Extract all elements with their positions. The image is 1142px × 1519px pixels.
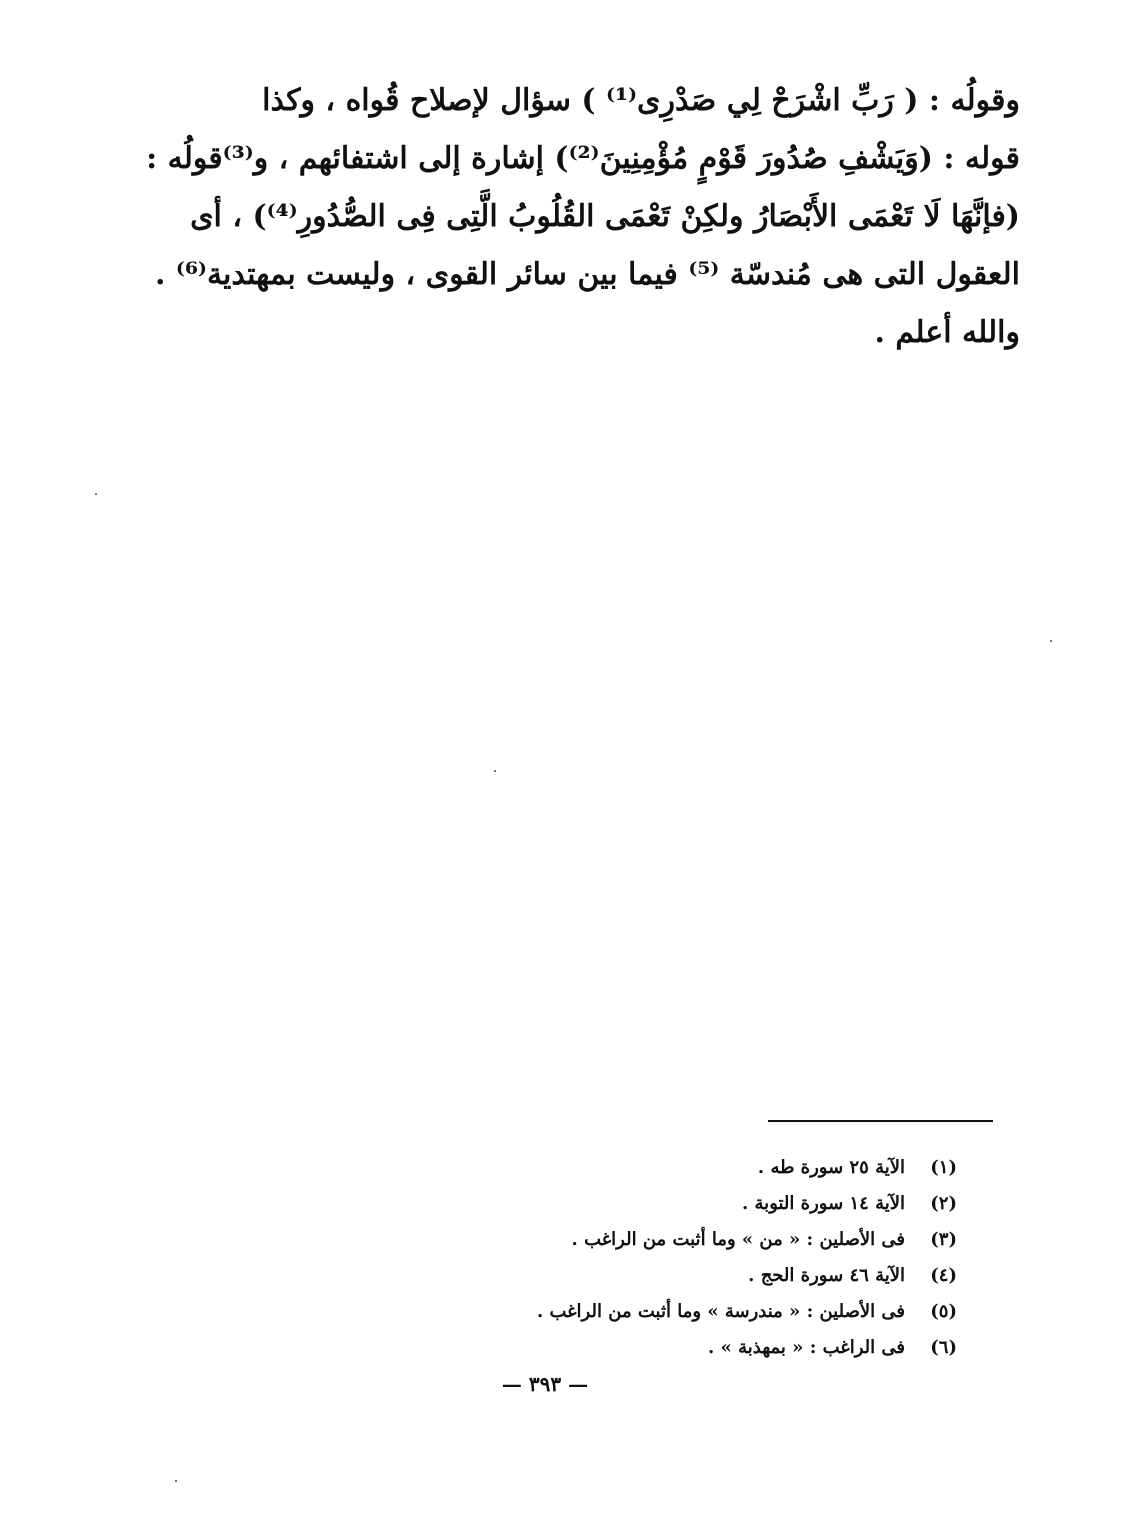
paragraph: [140, 72, 1020, 362]
footnote-text: الآية ٤٦ سورة الحج .: [748, 1265, 905, 1286]
footnotes-list: [397, 1150, 957, 1366]
main-text-block: [140, 72, 1020, 362]
scan-speck: [175, 1480, 177, 1482]
footnote-text: فى الأصلين : « من » وما أثبت من الراغب .: [571, 1229, 905, 1250]
footnote-text: الآية ١٤ سورة التوبة .: [742, 1193, 905, 1214]
text-line: وقولُه : ( رَبِّ اشْرَحْ لِي صَدْرِى⁽¹⁾ ) سؤال لإصلاح قُواه ، وكذا: [262, 83, 1020, 118]
footnote-item: [397, 1330, 957, 1366]
footnote-item: [397, 1258, 957, 1294]
footnote-item: [397, 1294, 957, 1330]
footnote-number: (٤): [930, 1265, 957, 1286]
footnote-text: فى الأصلين : « مندرسة » وما أثبت من الراغب .: [536, 1301, 905, 1322]
footnote-item: [397, 1186, 957, 1222]
footnote-text: فى الراغب : « بمهذبة » .: [708, 1337, 905, 1358]
footnote-divider: [768, 1120, 993, 1122]
text-line: قوله : (وَيَشْفِ صُدُورَ قَوْمٍ مُؤْمِنِينَ⁽²⁾) إشارة إلى اشتفائهم ، و⁽³⁾قولُه :: [146, 141, 1020, 176]
page-number: — ٣٩٣ —: [501, 1372, 589, 1396]
text-line: والله أعلم .: [874, 315, 1020, 350]
footnote-number: (٢): [930, 1193, 957, 1214]
footnote-item: [397, 1222, 957, 1258]
scan-speck: [95, 493, 97, 495]
footnote-number: (١): [930, 1157, 957, 1178]
footnote-item: [397, 1150, 957, 1186]
text-line: (فإنَّهَا لَا تَعْمَى الأَبْصَارُ ولكِنْ تَعْمَى القُلُوبُ الَّتِى فِى الصُّدُورِ⁽⁴⁾) ، أى: [190, 199, 1020, 234]
scan-speck: [1050, 640, 1052, 642]
text-line: العقول التى هى مُندسّة ⁽⁵⁾ فيما بين سائر القوى ، وليست بمهتدية⁽⁶⁾ .: [155, 257, 1020, 292]
scan-speck: [494, 770, 496, 772]
footnote-text: الآية ٢٥ سورة طه .: [757, 1157, 905, 1178]
footnote-number: (٦): [930, 1337, 957, 1358]
footnote-number: (٣): [930, 1229, 957, 1250]
footnote-number: (٥): [930, 1301, 957, 1322]
